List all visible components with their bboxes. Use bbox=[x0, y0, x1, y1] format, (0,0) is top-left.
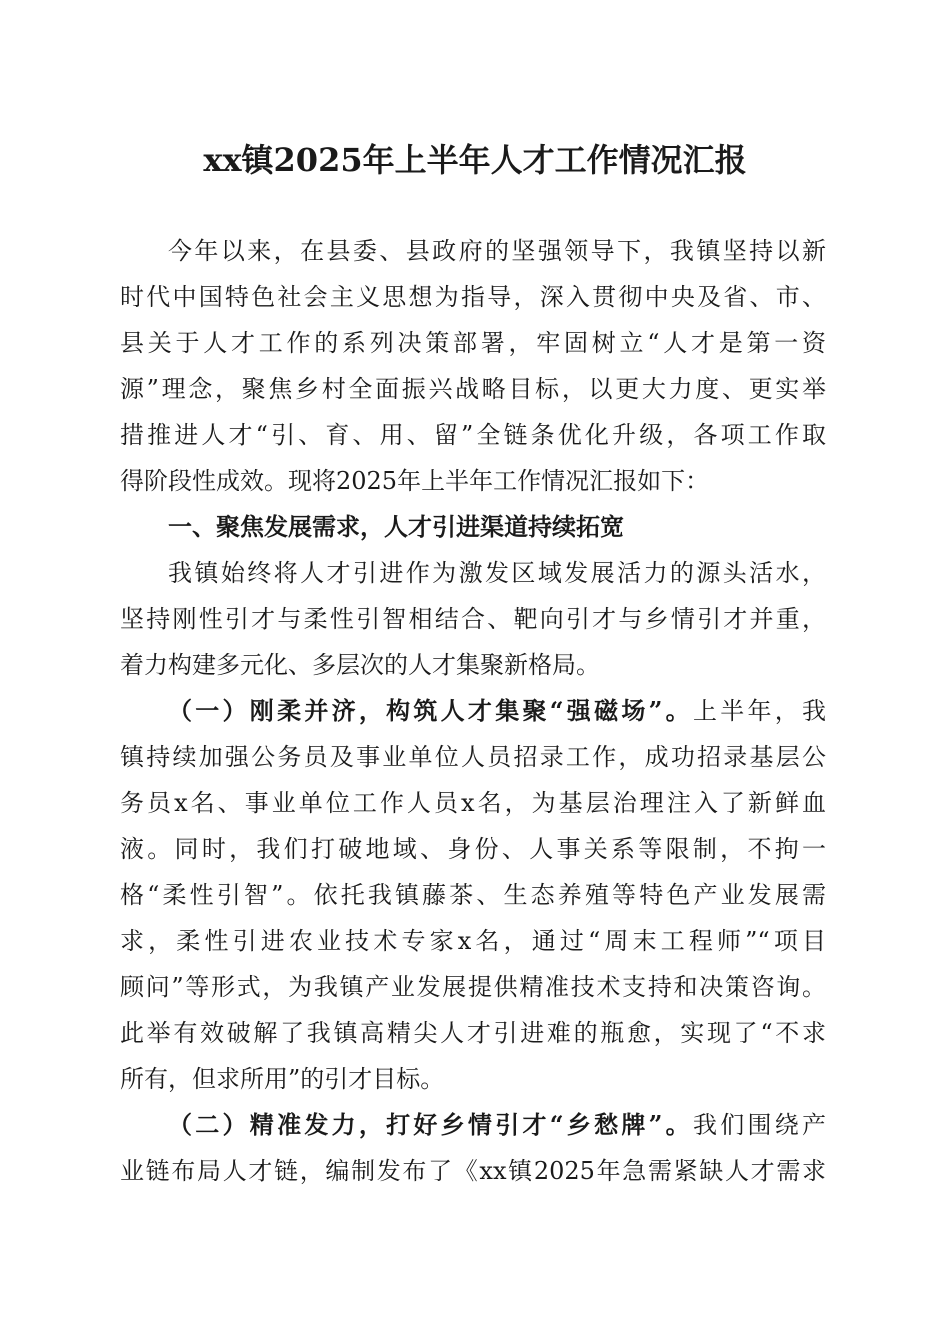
subsection-1-lead: （一）刚柔并济，构筑人才集聚“强磁场”。 bbox=[168, 696, 693, 725]
intro-line-5: 措推进人才“引、育、用、留”全链条优化升级，各项工作取 bbox=[120, 421, 826, 449]
subsection-1-line-8: 此举有效破解了我镇高精尖人才引进难的瓶愈，实现了“不求 bbox=[120, 1019, 826, 1047]
section-1-line-3: 着力构建多元化、多层次的人才集聚新格局。 bbox=[120, 651, 600, 679]
document-body bbox=[120, 228, 826, 1194]
subsection-2-lead: （二）精准发力，打好乡情引才“乡愁牌”。 bbox=[168, 1110, 693, 1139]
intro-line-4: 源”理念，聚焦乡村全面振兴战略目标，以更大力度、更实举 bbox=[120, 375, 826, 403]
subsection-1-line-4: 液。同时，我们打破地域、身份、人事关系等限制，不拘一 bbox=[120, 835, 826, 863]
document-title: xx镇2025年上半年人才工作情况汇报 bbox=[203, 141, 747, 179]
subsection-2-line-2: 业链布局人才链，编制发布了《xx镇2025年急需紧缺人才需求 bbox=[120, 1157, 826, 1185]
subsection-2-line-1 bbox=[120, 1102, 826, 1148]
intro-line-1: 今年以来，在县委、县政府的坚强领导下，我镇坚持以新 bbox=[168, 237, 826, 265]
subsection-1-first-rest: 上半年，我 bbox=[692, 697, 826, 725]
section-1-heading: 一、聚焦发展需求，人才引进渠道持续拓宽 bbox=[168, 513, 624, 541]
subsection-2-first-rest: 我们围绕产 bbox=[692, 1111, 826, 1139]
intro-line-2: 时代中国特色社会主义思想为指导，深入贯彻中央及省、市、 bbox=[120, 283, 826, 311]
subsection-1-line-1 bbox=[120, 688, 826, 734]
subsection-1-line-3: 务员x名、事业单位工作人员x名，为基层治理注入了新鲜血 bbox=[120, 789, 826, 817]
subsection-1-line-5: 格“柔性引智”。依托我镇藤茶、生态养殖等特色产业发展需 bbox=[120, 881, 826, 909]
section-1-line-1: 我镇始终将人才引进作为激发区域发展活力的源头活水， bbox=[168, 559, 826, 587]
subsection-1-line-9: 所有，但求所用”的引才目标。 bbox=[120, 1065, 445, 1093]
subsection-1-line-2: 镇持续加强公务员及事业单位人员招录工作，成功招录基层公 bbox=[120, 743, 826, 771]
subsection-1-line-6: 求，柔性引进农业技术专家x名，通过“周末工程师”“项目 bbox=[120, 927, 826, 955]
subsection-1-line-7: 顾问”等形式，为我镇产业发展提供精准技术支持和决策咨询。 bbox=[120, 973, 826, 1001]
intro-line-6: 得阶段性成效。现将2025年上半年工作情况汇报如下： bbox=[120, 467, 710, 495]
intro-line-3: 县关于人才工作的系列决策部署，牢固树立“人才是第一资 bbox=[120, 329, 826, 357]
section-1-line-2: 坚持刚性引才与柔性引智相结合、靶向引才与乡情引才并重， bbox=[120, 605, 826, 633]
